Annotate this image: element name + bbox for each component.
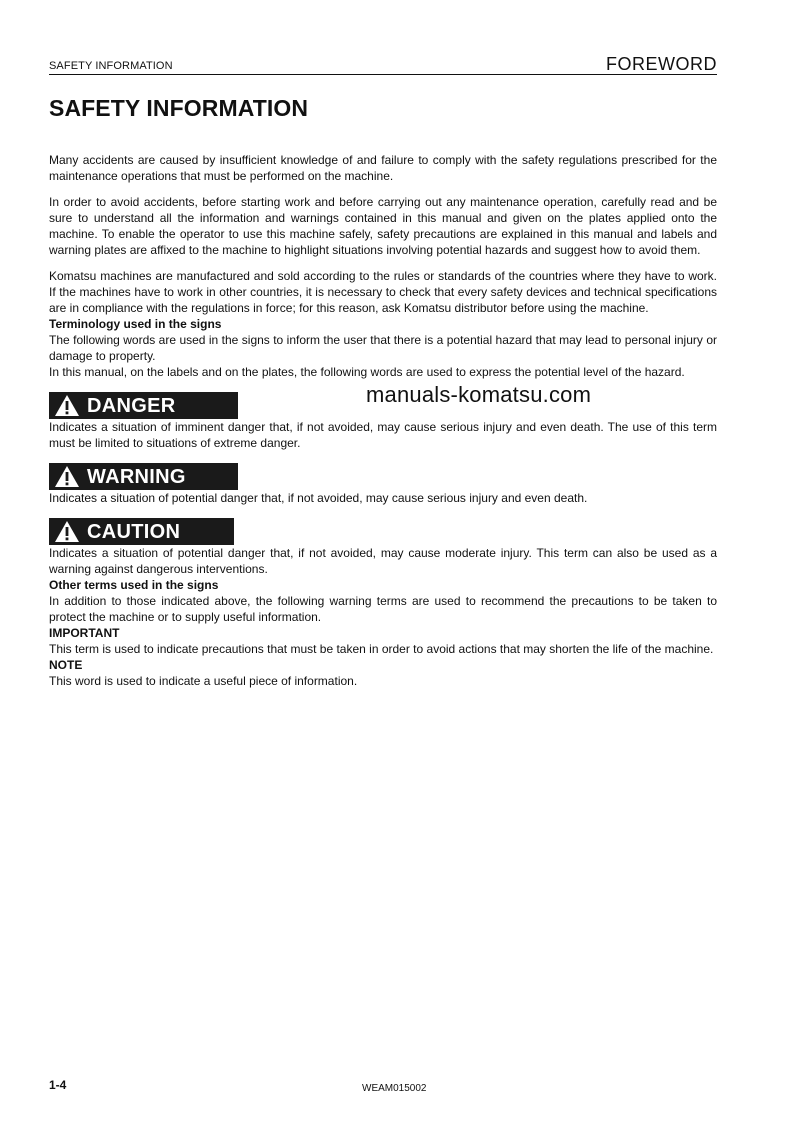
caution-label: CAUTION bbox=[87, 520, 181, 543]
warning-triangle-icon bbox=[54, 465, 80, 488]
terminology-text-2: In this manual, on the labels and on the plates, the following words are used to express the potential level of the hazard. bbox=[49, 365, 685, 379]
watermark-text: manuals-komatsu.com bbox=[366, 382, 592, 407]
important-heading: IMPORTANT bbox=[49, 626, 120, 640]
intro-paragraph-3: Komatsu machines are manufactured and sold according to the rules or standards of the countries where they have to work. If the machines have to work in other countries, it is necessary to check that every safety devices and technical specifications are in compliance with the regulations in force; for this reason, ask Komatsu distributor before using the machine. bbox=[49, 269, 717, 315]
other-terms-text: In addition to those indicated above, the following warning terms are used to recommend the precautions to be taken to protect the machine or to supply useful information. bbox=[49, 594, 717, 624]
terminology-heading: Terminology used in the signs bbox=[49, 317, 222, 331]
warning-sign bbox=[49, 463, 238, 490]
caution-sign bbox=[49, 518, 234, 545]
other-terms-heading: Other terms used in the signs bbox=[49, 578, 219, 592]
note-heading: NOTE bbox=[49, 658, 83, 672]
danger-label: DANGER bbox=[87, 394, 176, 417]
danger-description: Indicates a situation of imminent danger that, if not avoided, may cause serious injury and even death. The use of this term must be limited to situations of extreme danger. bbox=[49, 420, 717, 450]
warning-description: Indicates a situation of potential danger that, if not avoided, may cause serious injury and even death. bbox=[49, 491, 588, 505]
page-title: SAFETY INFORMATION bbox=[49, 95, 309, 121]
important-text: This term is used to indicate precautions that must be taken in order to avoid actions that may shorten the life of the machine. bbox=[49, 642, 714, 656]
page-body bbox=[49, 152, 717, 689]
warning-triangle-icon bbox=[54, 394, 80, 417]
document-code: WEAM015002 bbox=[362, 1083, 427, 1094]
intro-paragraph-2: In order to avoid accidents, before starting work and before carrying out any maintenance operation, carefully read and be sure to understand all the information and warnings contained in this manual and given on the plates applied onto the machine. To enable the operator to use this machine safely, safety precautions are explained in this manual and labels and warning plates are affixed to the machine to highlight situations involving potential hazards and suggest how to avoid them. bbox=[49, 195, 717, 257]
header-rule bbox=[49, 74, 717, 75]
danger-sign bbox=[49, 392, 238, 419]
warning-label: WARNING bbox=[87, 465, 186, 488]
caution-description: Indicates a situation of potential danger that, if not avoided, may cause moderate injury. This term can also be used as a warning against dangerous interventions. bbox=[49, 546, 717, 576]
intro-paragraph-1: Many accidents are caused by insufficient knowledge of and failure to comply with the safety regulations prescribed for the maintenance operations that must be performed on the machine. bbox=[49, 153, 717, 183]
page-number: 1-4 bbox=[49, 1078, 67, 1092]
warning-triangle-icon bbox=[54, 520, 80, 543]
terminology-text-1: The following words are used in the signs to inform the user that there is a potential hazard that may lead to personal injury or damage to property. bbox=[49, 333, 717, 363]
header-chapter-label: FOREWORD bbox=[606, 54, 717, 74]
note-text: This word is used to indicate a useful piece of information. bbox=[49, 674, 358, 688]
header-section-label: SAFETY INFORMATION bbox=[49, 60, 173, 72]
